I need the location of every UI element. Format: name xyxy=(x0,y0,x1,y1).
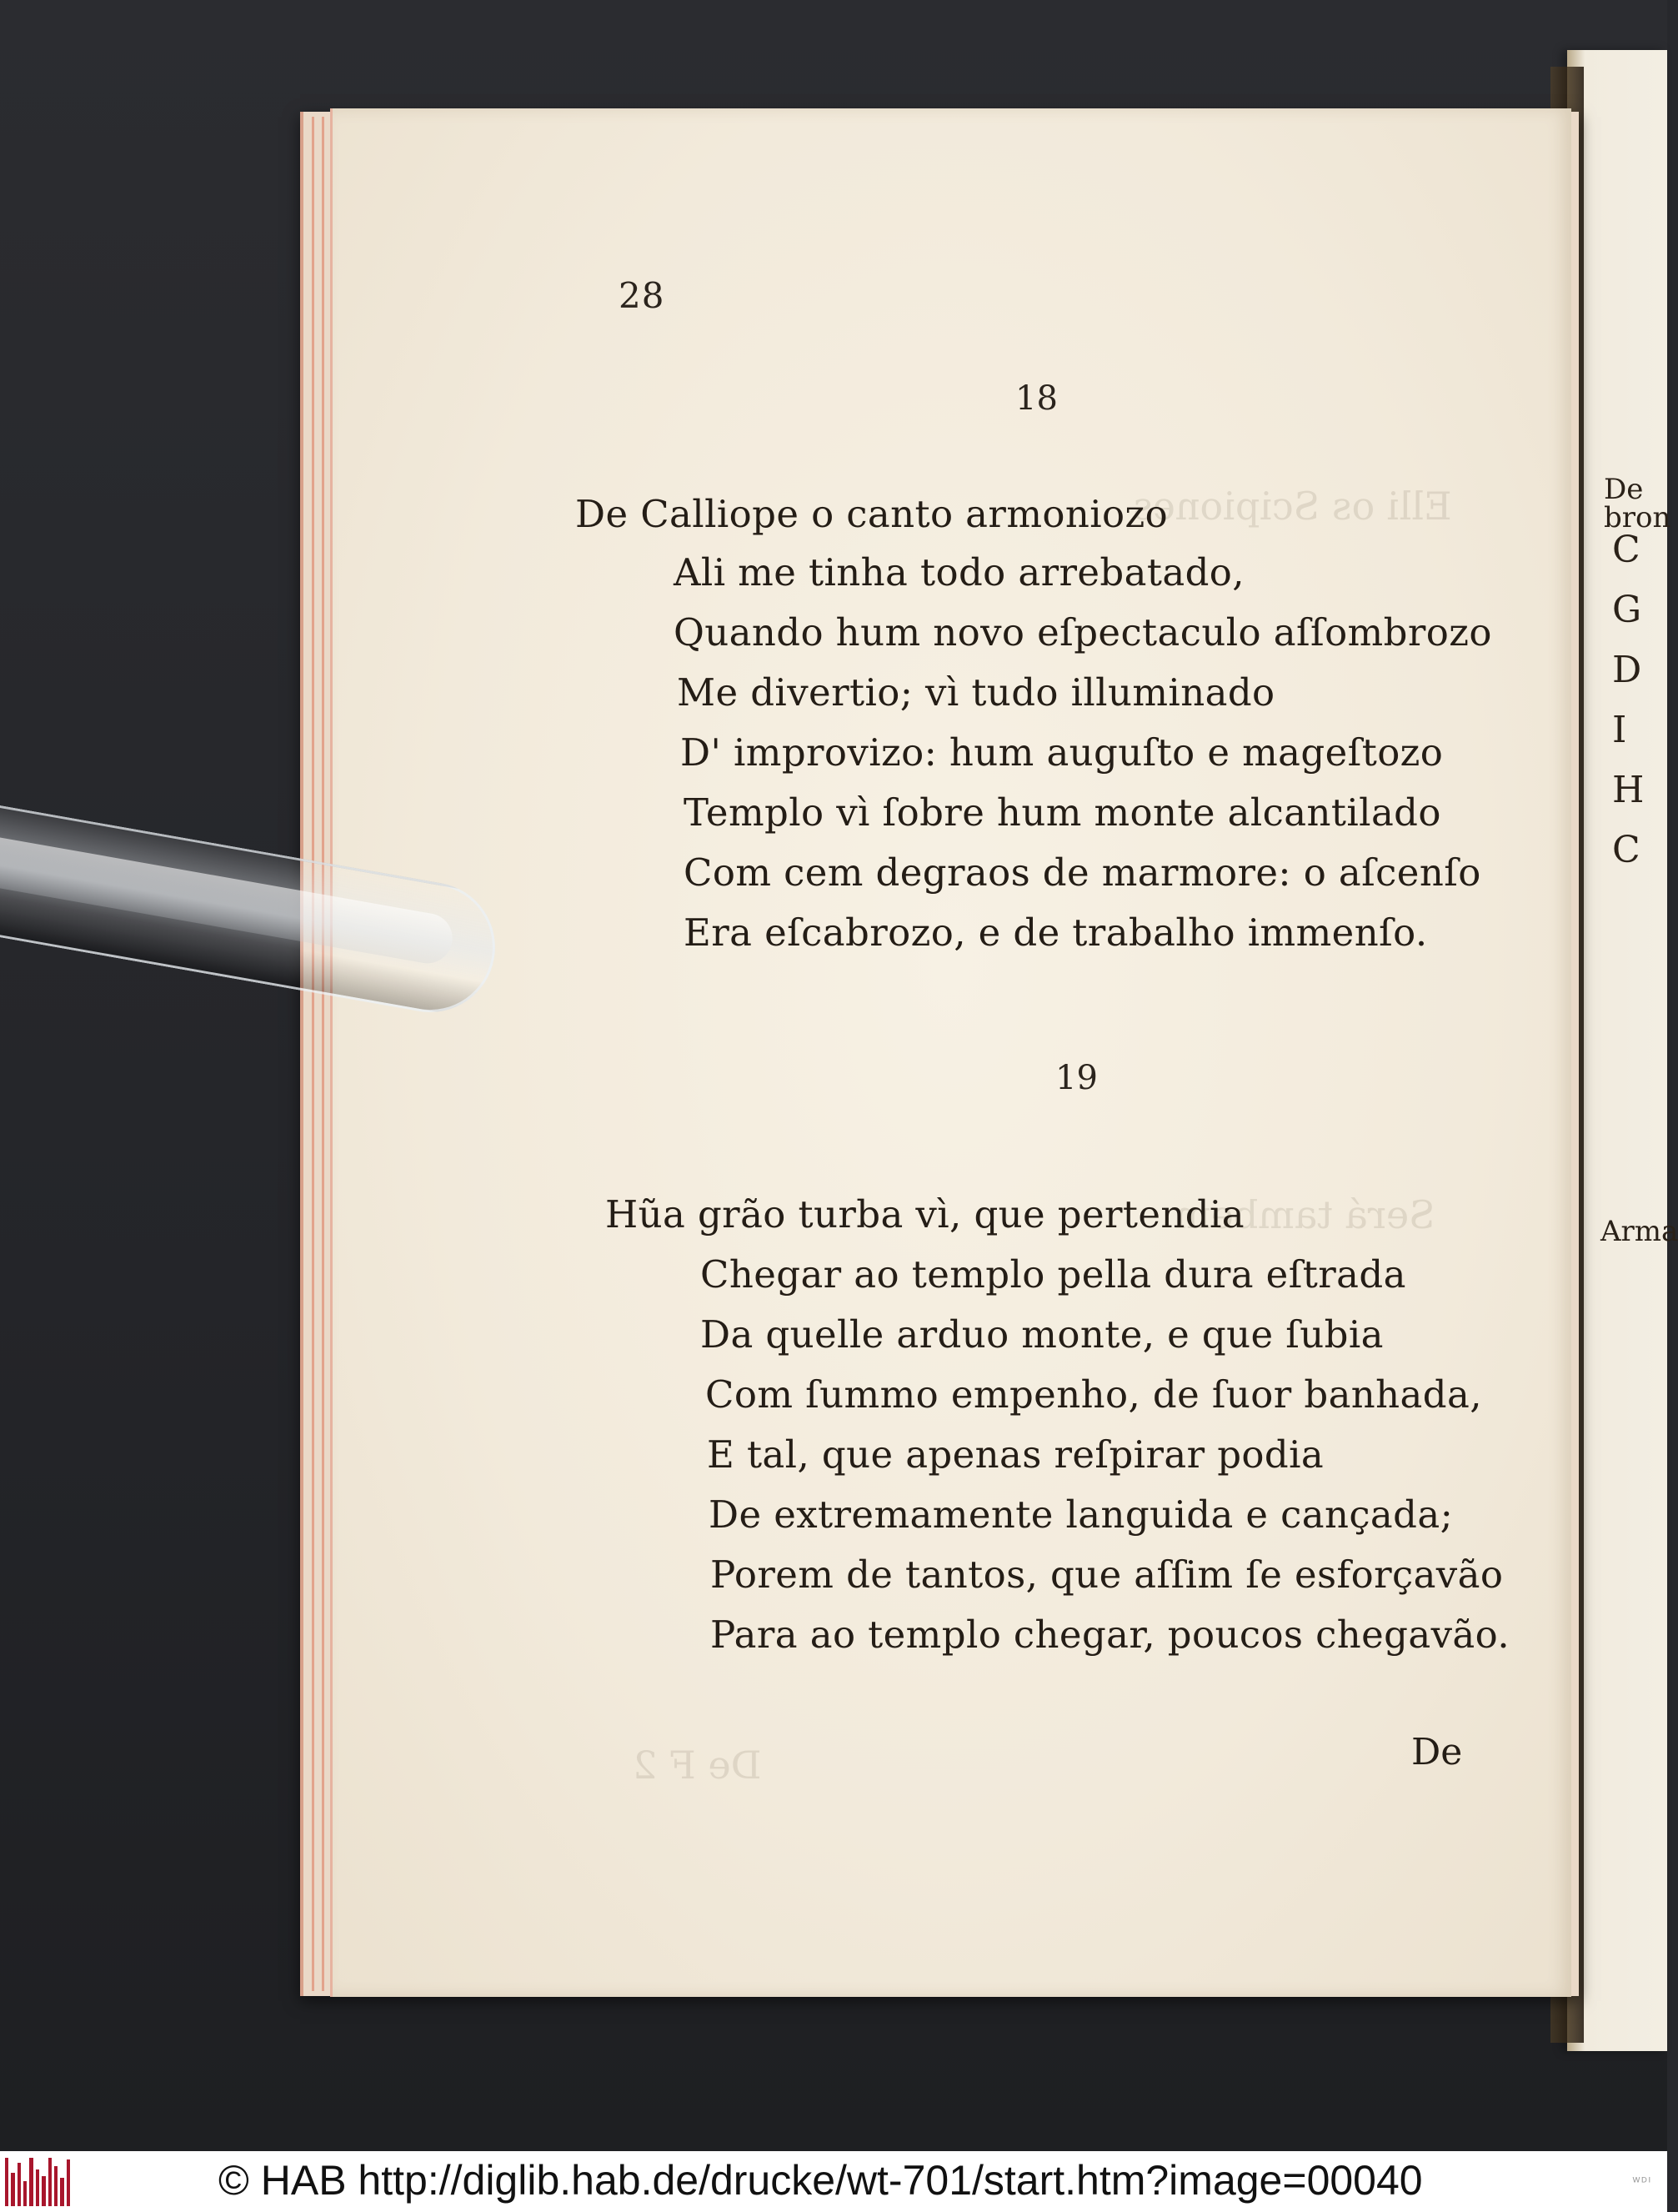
verse-line: Porem de tantos, que aſſim ſe esforçavão xyxy=(710,1552,1504,1597)
verse-line: De Calliope o canto armoniozo xyxy=(575,492,1169,536)
verse-line: Hũa grão turba vì, que pertendia xyxy=(605,1192,1245,1236)
verse-line: Me divertio; vì tudo illuminado xyxy=(677,670,1275,715)
stanza-number: 18 xyxy=(1015,379,1058,418)
footer-bar xyxy=(0,2151,1667,2212)
stanza-number: 19 xyxy=(1055,1059,1098,1097)
footer-credit-link[interactable]: © HAB http://diglib.hab.de/drucke/wt-701/start.htm?image=00040 xyxy=(218,2157,1423,2204)
verse-line: Da quelle arduo monte, e que ſubia xyxy=(700,1312,1384,1357)
catchword: De xyxy=(1411,1731,1463,1773)
next-page-fragment: Arma xyxy=(1600,1215,1678,1248)
verse-line: Ali me tinha todo arrebatado, xyxy=(674,550,1245,594)
next-page-fragment: C xyxy=(1612,529,1640,571)
verse-line: Templo vì ſobre hum monte alcantilado xyxy=(684,790,1441,835)
next-page-fragment: I xyxy=(1612,709,1627,751)
next-page-fragment: H xyxy=(1612,769,1645,811)
next-page-fragment: De bron xyxy=(1604,473,1671,534)
verse-line: D' improvizo: hum auguſto e mageſtozo xyxy=(680,730,1444,775)
verse-line: Quando hum novo eſpectaculo aſſombrozo xyxy=(674,610,1492,655)
bleed-through-text: De F 2 xyxy=(633,1743,762,1788)
bleed-through-text: Será tambem xyxy=(1175,1192,1435,1237)
verse-line: Era eſcabrozo, e de trabalho immenſo. xyxy=(684,910,1428,955)
hab-barcode-logo-icon xyxy=(5,2158,70,2206)
bleed-through-text: Elli os Scipiones xyxy=(1133,484,1452,529)
verse-line: Com cem degraos de marmore: o aſcenſo xyxy=(684,850,1481,895)
next-page-fragment: C xyxy=(1612,829,1640,871)
verse-line: Para ao templo chegar, poucos chegavão. xyxy=(710,1613,1510,1657)
verse-line: Chegar ao templo pella dura eſtrada xyxy=(700,1252,1406,1297)
verse-line: De extremamente languida e cançada; xyxy=(709,1492,1454,1537)
verse-line: E tal, que apenas reſpirar podia xyxy=(707,1432,1325,1477)
verse-line: Com ſummo empenho, de ſuor banhada, xyxy=(705,1372,1482,1417)
next-page-fragment: G xyxy=(1612,589,1642,631)
next-page-fragment: D xyxy=(1612,649,1642,691)
page-number: 28 xyxy=(619,275,665,316)
footer-watermark: ᵂᴰᴵ xyxy=(1632,2174,1652,2188)
book-page xyxy=(330,108,1571,1997)
